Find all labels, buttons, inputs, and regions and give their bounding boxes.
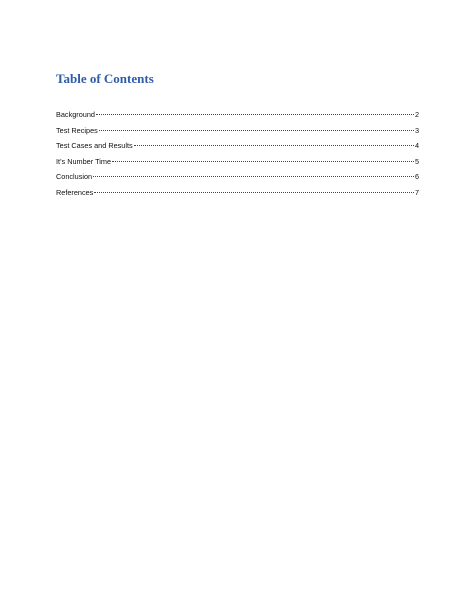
- toc-entry-page-number[interactable]: 5: [414, 156, 419, 166]
- dot-leader: [99, 122, 414, 131]
- dot-leader: [112, 153, 414, 162]
- toc-entry-label[interactable]: Background: [56, 110, 95, 119]
- toc-entry-page-number[interactable]: 3: [414, 125, 419, 135]
- toc-entry-page-number[interactable]: 6: [414, 172, 419, 181]
- dot-leader: [93, 168, 414, 177]
- toc-entry-label[interactable]: It’s Number Time: [56, 156, 112, 166]
- toc-entry-conclusion[interactable]: [56, 169, 419, 185]
- toc-entry-page-number[interactable]: 7: [414, 187, 419, 197]
- dot-leader: [94, 184, 414, 193]
- toc-entry-test-cases-and-results[interactable]: [56, 138, 419, 154]
- toc-entry-label[interactable]: References: [56, 187, 94, 197]
- toc-entry-references[interactable]: [56, 185, 419, 201]
- toc-entry-label[interactable]: Test Recipes: [56, 125, 98, 135]
- dot-leader: [134, 137, 414, 146]
- toc-entry-label[interactable]: Test Cases and Results: [56, 141, 133, 150]
- toc-entry-page-number[interactable]: 2: [414, 110, 419, 119]
- toc-list: [56, 107, 419, 200]
- toc-entry-background[interactable]: [56, 107, 419, 123]
- toc-entry-test-recipes[interactable]: [56, 123, 419, 139]
- toc-entry-page-number[interactable]: 4: [414, 141, 419, 150]
- toc-entry-label[interactable]: Conclusion: [56, 172, 93, 181]
- toc-title: Table of Contents: [56, 71, 154, 86]
- toc-entry-its-number-time[interactable]: [56, 154, 419, 170]
- dot-leader: [96, 106, 414, 115]
